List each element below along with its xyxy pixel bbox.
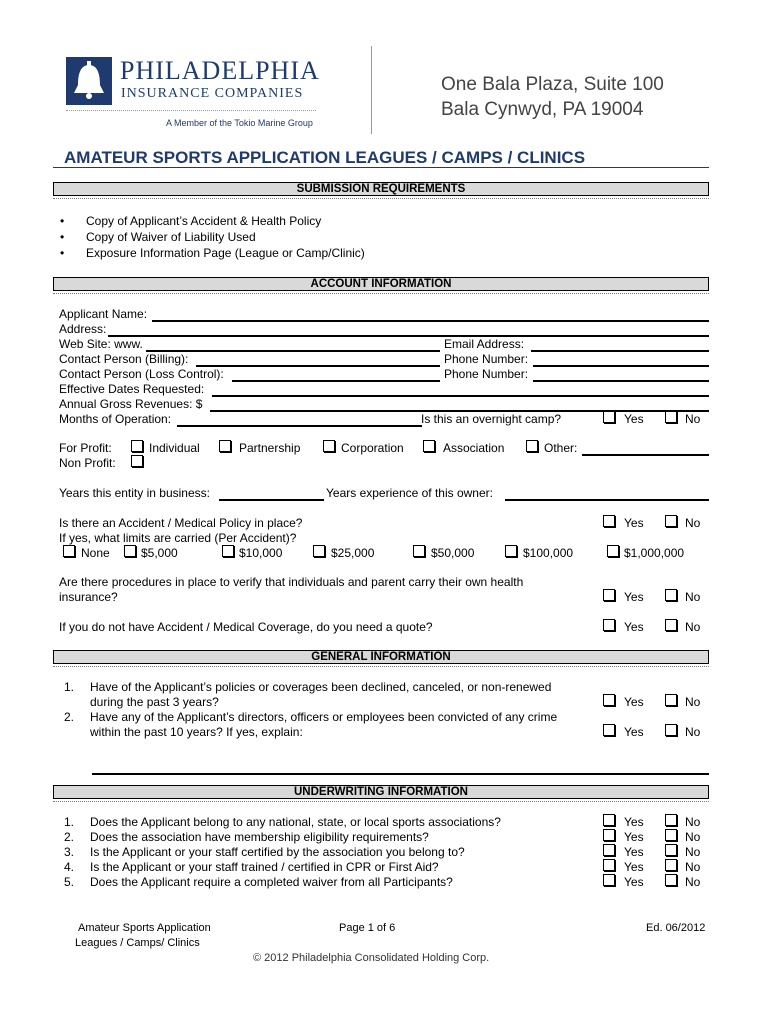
submission-item-1: • Copy of Applicant’s Accident & Health Policy (60, 214, 322, 228)
company-subtitle: INSURANCE COMPANIES (121, 86, 304, 101)
accident-no-checkbox[interactable] (665, 515, 677, 527)
non-profit-checkbox[interactable] (131, 455, 143, 467)
procedures-no-label: No (685, 590, 701, 604)
email-field[interactable] (531, 350, 709, 352)
logo-rule (66, 110, 316, 111)
months-operation-label: Months of Operation: (59, 412, 172, 426)
uw-1-no-label: No (685, 815, 701, 829)
uw-item-2-num: 2. (64, 830, 75, 844)
years-owner-field[interactable] (505, 499, 709, 501)
uw-1-no-checkbox[interactable] (665, 814, 677, 826)
general-2-yes-checkbox[interactable] (603, 724, 615, 736)
uw-3-yes-checkbox[interactable] (603, 844, 615, 856)
address-label: Address: (59, 322, 107, 336)
uw-item-2-text: Does the association have membership eligibility requirements? (90, 830, 429, 844)
individual-label: Individual (149, 441, 200, 455)
general-1-no-label: No (685, 695, 701, 709)
contact-billing-label: Contact Person (Billing): (59, 352, 189, 366)
uw-4-no-checkbox[interactable] (665, 859, 677, 871)
member-line: A Member of the Tokio Marine Group (166, 118, 313, 128)
address-line-1: One Bala Plaza, Suite 100 (441, 74, 664, 95)
uw-item-3-text: Is the Applicant or your staff certified by the association you belong to? (90, 845, 465, 859)
limit-100000-label: $100,000 (523, 546, 574, 560)
section-dotted-rule (53, 801, 709, 802)
non-profit-label: Non Profit: (59, 456, 116, 470)
procedures-yes-checkbox[interactable] (603, 589, 615, 601)
partnership-checkbox[interactable] (219, 440, 231, 452)
limit-50000-label: $50,000 (431, 546, 475, 560)
other-field[interactable] (582, 454, 709, 456)
general-item-2-line1: Have any of the Applicant’s directors, officers or employees been convicted of any crime (90, 710, 558, 724)
section-general: GENERAL INFORMATION (53, 650, 709, 664)
limit-none-label: None (81, 546, 110, 560)
uw-item-1-num: 1. (64, 815, 75, 829)
header-divider (371, 46, 372, 134)
footer-form-name-2: Leagues / Camps/ Clinics (75, 937, 200, 949)
uw-3-no-label: No (685, 845, 701, 859)
limit-none-checkbox[interactable] (63, 545, 75, 557)
other-label: Other: (544, 441, 578, 455)
uw-4-yes-label: Yes (624, 860, 644, 874)
applicant-name-field[interactable] (152, 320, 709, 322)
uw-item-5-text: Does the Applicant require a completed waiver from all Participants? (90, 875, 453, 889)
uw-item-5-num: 5. (64, 875, 75, 889)
phone-loss-label: Phone Number: (444, 367, 529, 381)
procedures-yes-label: Yes (624, 590, 644, 604)
for-profit-label: For Profit: (59, 441, 112, 455)
uw-2-no-checkbox[interactable] (665, 829, 677, 841)
website-field[interactable] (146, 350, 440, 352)
contact-billing-field[interactable] (196, 365, 440, 367)
effective-dates-label: Effective Dates Requested: (59, 382, 205, 396)
corporation-label: Corporation (341, 441, 404, 455)
years-business-label: Years this entity in business: (59, 486, 210, 500)
overnight-no-checkbox[interactable] (665, 411, 677, 423)
uw-item-4-num: 4. (64, 860, 75, 874)
limits-question: If yes, what limits are carried (Per Accident)? (59, 531, 297, 545)
uw-2-yes-checkbox[interactable] (603, 829, 615, 841)
limit-25000-label: $25,000 (331, 546, 375, 560)
section-underwriting: UNDERWRITING INFORMATION (53, 785, 709, 799)
limit-1000000-checkbox[interactable] (607, 545, 619, 557)
procedures-question-line2: insurance? (59, 590, 118, 604)
accident-yes-checkbox[interactable] (603, 515, 615, 527)
general-item-2-num: 2. (64, 710, 75, 724)
footer-copyright: © 2012 Philadelphia Consolidated Holding Corp. (253, 952, 490, 964)
other-checkbox[interactable] (526, 440, 538, 452)
uw-4-no-label: No (685, 860, 701, 874)
general-1-yes-label: Yes (624, 695, 644, 709)
section-dotted-rule (53, 198, 709, 199)
quote-no-checkbox[interactable] (665, 619, 677, 631)
limit-10000-label: $10,000 (239, 546, 283, 560)
procedures-no-checkbox[interactable] (665, 589, 677, 601)
months-operation-field[interactable] (177, 425, 422, 427)
quote-yes-label: Yes (624, 620, 644, 634)
section-dotted-rule (53, 666, 709, 667)
footer-edition: Ed. 06/2012 (646, 922, 706, 934)
section-submission: SUBMISSION REQUIREMENTS (53, 182, 709, 196)
section-dotted-rule (53, 293, 709, 294)
uw-2-yes-label: Yes (624, 830, 644, 844)
limit-1000000-label: $1,000,000 (624, 546, 685, 560)
uw-5-yes-label: Yes (624, 875, 644, 889)
accident-policy-question: Is there an Accident / Medical Policy in place? (59, 516, 303, 530)
uw-item-3-num: 3. (64, 845, 75, 859)
uw-1-yes-checkbox[interactable] (603, 814, 615, 826)
limit-5000-label: $5,000 (141, 546, 178, 560)
general-item-1-line2: during the past 3 years? (90, 695, 219, 709)
general-2-yes-label: Yes (624, 725, 644, 739)
association-checkbox[interactable] (423, 440, 435, 452)
uw-3-yes-label: Yes (624, 845, 644, 859)
footer-page-number: Page 1 of 6 (339, 922, 396, 934)
company-logo (66, 54, 320, 134)
uw-item-4-text: Is the Applicant or your staff trained / certified in CPR or First Aid? (90, 860, 439, 874)
overnight-camp-label: Is this an overnight camp? (421, 412, 562, 426)
page-title: AMATEUR SPORTS APPLICATION LEAGUES / CAMPS / CLINICS (64, 148, 586, 167)
effective-dates-field[interactable] (212, 395, 709, 397)
general-2-no-checkbox[interactable] (665, 724, 677, 736)
general-1-no-checkbox[interactable] (665, 694, 677, 706)
general-item-1-line1: Have of the Applicant’s policies or coverages been declined, canceled, or non-renewed (90, 680, 552, 694)
association-label: Association (443, 441, 505, 455)
contact-loss-field[interactable] (232, 380, 440, 382)
uw-4-yes-checkbox[interactable] (603, 859, 615, 871)
limit-100000-checkbox[interactable] (505, 545, 517, 557)
overnight-yes-label: Yes (624, 412, 644, 426)
individual-checkbox[interactable] (131, 440, 143, 452)
general-item-2-line2: within the past 10 years? If yes, explain: (90, 725, 303, 739)
limit-5000-checkbox[interactable] (124, 545, 136, 557)
submission-item-2: • Copy of Waiver of Liability Used (60, 230, 256, 244)
uw-item-1-text: Does the Applicant belong to any national, state, or local sports associations? (90, 815, 501, 829)
quote-question: If you do not have Accident / Medical Coverage, do you need a quote? (59, 620, 433, 634)
overnight-yes-checkbox[interactable] (603, 411, 615, 423)
address-field[interactable] (108, 335, 709, 337)
submission-item-3: • Exposure Information Page (League or Camp/Clinic) (60, 246, 365, 260)
explain-field[interactable] (92, 773, 709, 775)
limit-50000-checkbox[interactable] (413, 545, 425, 557)
overnight-no-label: No (685, 412, 701, 426)
general-2-no-label: No (685, 725, 701, 739)
gross-revenues-label: Annual Gross Revenues: $ (59, 397, 203, 411)
limit-25000-checkbox[interactable] (313, 545, 325, 557)
uw-5-no-label: No (685, 875, 701, 889)
website-label: Web Site: www. (59, 337, 143, 351)
uw-5-yes-checkbox[interactable] (603, 874, 615, 886)
liberty-bell-icon (66, 57, 112, 105)
title-rule (53, 167, 709, 168)
uw-2-no-label: No (685, 830, 701, 844)
uw-1-yes-label: Yes (624, 815, 644, 829)
quote-yes-checkbox[interactable] (603, 619, 615, 631)
phone-loss-field[interactable] (533, 380, 709, 382)
limit-10000-checkbox[interactable] (222, 545, 234, 557)
email-label: Email Address: (444, 337, 525, 351)
applicant-name-label: Applicant Name: (59, 307, 148, 321)
years-owner-label: Years experience of this owner: (326, 486, 493, 500)
footer-form-name-1: Amateur Sports Application (78, 922, 211, 934)
address-line-2: Bala Cynwyd, PA 19004 (441, 99, 644, 120)
general-1-yes-checkbox[interactable] (603, 694, 615, 706)
procedures-question-line1: Are there procedures in place to verify that individuals and parent carry their own health (59, 575, 524, 589)
accident-yes-label: Yes (624, 516, 644, 530)
partnership-label: Partnership (239, 441, 301, 455)
section-account: ACCOUNT INFORMATION (53, 277, 709, 291)
years-business-field[interactable] (219, 499, 324, 501)
uw-5-no-checkbox[interactable] (665, 874, 677, 886)
phone-billing-field[interactable] (533, 365, 709, 367)
accident-no-label: No (685, 516, 701, 530)
phone-billing-label: Phone Number: (444, 352, 529, 366)
uw-3-no-checkbox[interactable] (665, 844, 677, 856)
contact-loss-label: Contact Person (Loss Control): (59, 367, 224, 381)
company-name: PHILADELPHIA (120, 56, 320, 85)
general-item-1-num: 1. (64, 680, 75, 694)
quote-no-label: No (685, 620, 701, 634)
corporation-checkbox[interactable] (323, 440, 335, 452)
